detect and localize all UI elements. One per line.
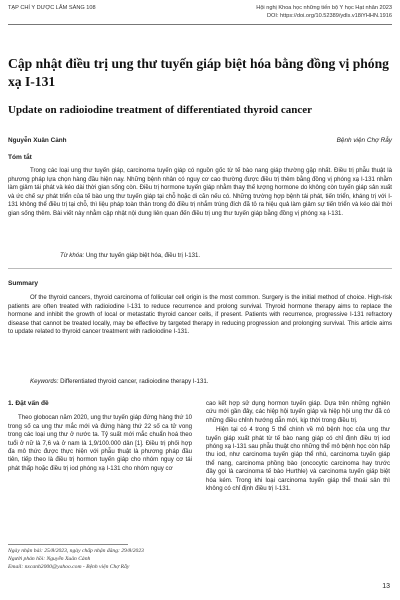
abstract-divider [8,268,392,269]
author-name: Nguyễn Xuân Cảnh [8,137,67,144]
abstract-en-text: Of the thyroid cancers, thyroid carcinoma of follicular cell origin is the most common. Surgery is the initial method of choice. High-risk patients are often treated with radioiodine I-131 to reduce recurrence and prolong survival. Thyroid hormone therapy aims to replace the hormone and inhibit the growth of local or metastatic thyroid cancer cells, if present. Patients with recurrence, progressive I-131 refractory disease that cannot be treated locally, may be effective by targeted therapy in reducing progression and prolonging survival. This article aims to update related to thyroid cancer treatment with radioiodine I-131. [8,294,392,335]
keywords-en [30,378,208,387]
keywords-vi-value: Ung thư tuyến giáp biệt hóa, điều trị I-131. [85,252,201,259]
intro-right-column [206,400,390,494]
running-header [8,4,392,26]
abstract-en-heading: Summary [8,280,39,287]
page-number: 13 [382,583,390,590]
author-row [8,137,392,147]
author-affiliation: Bệnh viện Chợ Rẫy [336,137,392,144]
keywords-en-label: Keywords: [30,378,59,385]
intro-paragraph-1-cont: cao kết hợp sử dụng hormon tuyến giáp. Dựa trên những nghiên cứu mới gần đây, các hiệp hội tuyến giáp và hiệp hội ung thư đã có những điều chỉnh hướng dẫn mới, kịp thời trong điều trị. [206,400,390,424]
intro-heading: 1. Đặt vấn đề [8,400,49,407]
title-english: Update on radioiodine treatment of differentiated thyroid cancer [8,104,312,116]
header-rule [8,24,392,25]
footnote-email: Email: nxcanh2000@yahoo.com - Bệnh viện Chợ Rẫy [8,564,130,570]
abstract-vi-text: Trong các loại ung thư tuyến giáp, carcinoma tuyến giáp có nguồn gốc từ tế bào nang giáp thường gặp nhất. Điều trị phẫu thuật là phương pháp lựa chọn hàng đầu hiện nay. Những bệnh nhân có nguy cơ cao thường được điều trị thêm bằng đồng vị phóng xạ I-131 nhằm làm giảm tái phát và kéo dài thời gian sống còn. Điều trị hormone tuyến giáp nhằm thay thế lượng hormone do không còn tuyến giáp sản xuất và ức chế sự phát triển của tế bào ung thư tuyến giáp tại chỗ hoặc di căn nếu có. Những trường hợp bệnh tái phát, tiến triển, kháng trị với I-131 không thể điều trị tại chỗ, thì liệu pháp toàn thân trong đó điều trị nhắm trúng đích đã tỏ ra hiệu quả làm giảm sự tiến triển và kéo dài thời gian sống thêm. Bài viết này nhằm cập nhật nội dung liên quan đến điều trị ung thư tuyến giáp bằng đồng vị phóng xạ I-131. [8,167,392,217]
conference-name: Hội nghị Khoa học những tiến bộ Y học Hạt nhân 2023 [256,5,392,11]
footnote-contact: Người phản hồi: Nguyễn Xuân Cảnh [8,556,91,562]
footnote-received: Ngày nhận bài: 25/8/2023, ngày chấp nhận đăng: 29/8/2023 [8,548,144,554]
footnote [8,544,192,571]
doi-link[interactable]: DOI: https://doi.org/10.52389/ydls.v18iYHHN.1916 [267,13,392,19]
abstract-vi-heading: Tóm tắt [8,154,32,161]
keywords-en-value: Differentiated thyroid cancer, radioiodine therapy I-131. [60,378,209,385]
intro-paragraph-1: Theo globocan năm 2020, ung thư tuyến giáp đứng hàng thứ 10 trong số ca ung thư mắc mới và đứng hàng thứ 22 số ca tử vong trong các loại ung thư ở nước ta. Tỷ suất mới mắc chuẩn hoá theo tuổi ở nữ là 7,6 và ở nam là 1,9/100.000 dân [1]. Điều trị phối hợp đa mô thức được thực hiện với phẫu thuật là phương pháp đầu tiên, tiếp theo là điều trị hormon tuyến giáp cho nhóm nguy cơ tái phát thấp hoặc điều trị iod phóng xạ I-131 cho nhóm nguy cơ [8,414,192,472]
journal-name: TẠP CHÍ Y DƯỢC LÂM SÀNG 108 [8,5,96,11]
keywords-vi-label: Từ khóa: [60,252,85,259]
footnote-rule [8,544,128,545]
intro-paragraph-2: Hiện tại có 4 trong 5 thể chính về mô bệnh học của ung thư tuyến giáp xuất phát từ tế bào nang giáp có chỉ định điều trị iod phóng xạ I-131 sau phẫu thuật cho những thể mô bệnh học còn hấp thu iod, như carcinoma tuyến giáp thể nhú, carcinoma tuyến giáp thể nang, carcinoma phồng bào (oncocytic carcinoma hay trước đây gọi là carcinoma tế bào Hurthle) và carcinoma tuyến giáp biệt hóa kém. Trong khi loại carcinoma tuyến giáp thể thoái sản thì không có chỉ định điều trị I-131. [206,426,390,493]
title-vietnamese: Cập nhật điều trị ung thư tuyến giáp biệt hóa bằng đồng vị phóng xạ I-131 [8,56,389,89]
intro-left-column [8,400,192,474]
keywords-vi [60,252,200,261]
header-right [256,4,392,20]
